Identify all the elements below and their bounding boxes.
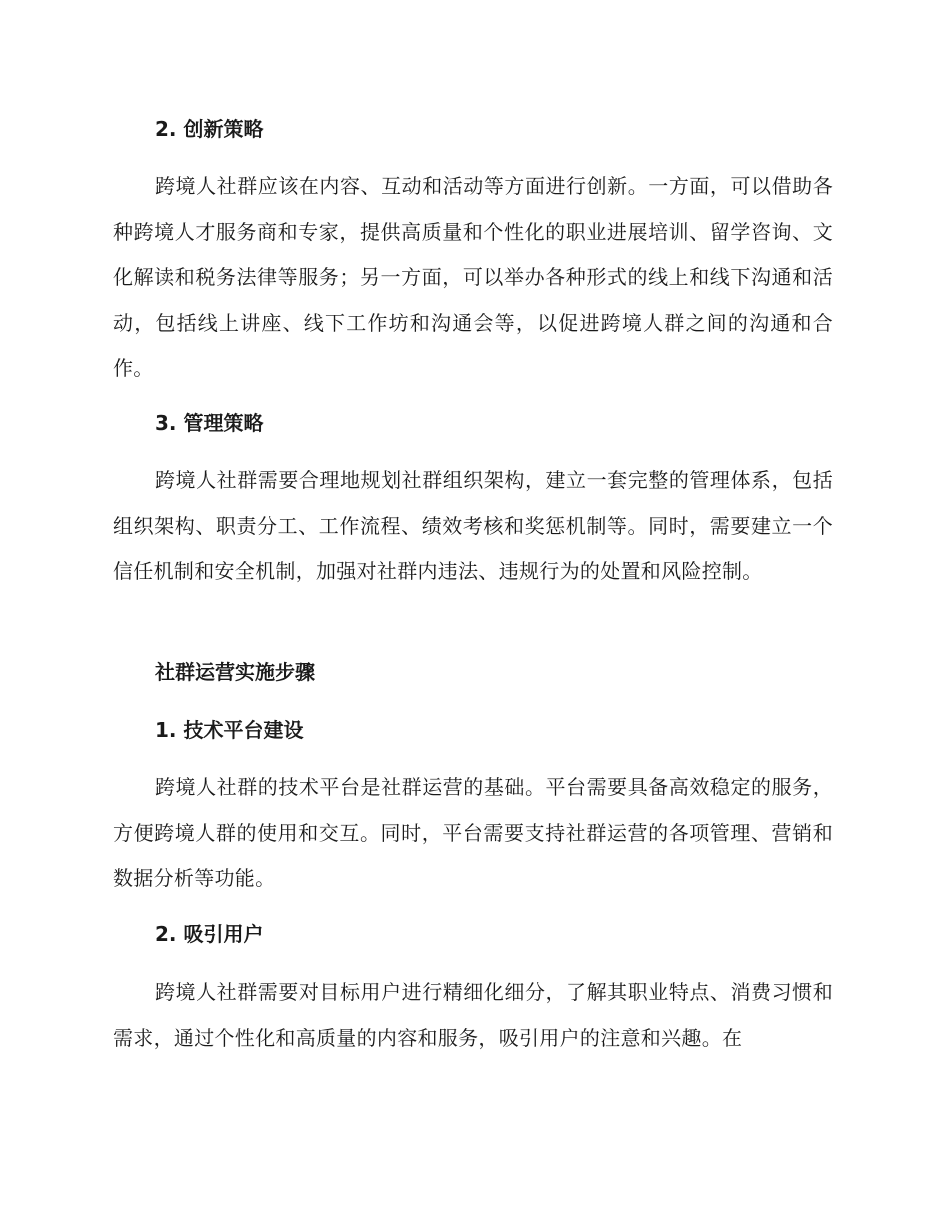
section-heading-attract-users: 2. 吸引用户	[155, 922, 264, 946]
section-heading-innovation-strategy: 2. 创新策略	[155, 117, 264, 141]
paragraph-innovation-strategy: 跨境人社群应该在内容、互动和活动等方面进行创新。一方面，可以借助各种跨境人才服务商和专家，提供高质量和个性化的职业进展培训、留学咨询、文化解读和税务法律等服务；另一方面，可以举办各种形式的线上和线下沟通和活动，包括线上讲座、线下工作坊和沟通会等，以促进跨境人群之间的沟通和合作。	[113, 174, 833, 380]
paragraph-attract-users: 跨境人社群需要对目标用户进行精细化细分，了解其职业特点、消费习惯和需求，通过个性化和高质量的内容和服务，吸引用户的注意和兴趣。在	[113, 980, 833, 1050]
paragraph-tech-platform: 跨境人社群的技术平台是社群运营的基础。平台需要具备高效稳定的服务，方便跨境人群的使用和交互。同时，平台需要支持社群运营的各项管理、营销和数据分析等功能。	[113, 775, 833, 890]
section-heading-tech-platform: 1. 技术平台建设	[155, 718, 304, 742]
paragraph-management-strategy: 跨境人社群需要合理地规划社群组织架构，建立一套完整的管理体系，包括组织架构、职责分工、工作流程、绩效考核和奖惩机制等。同时，需要建立一个信任机制和安全机制，加强对社群内违法、违规行为的处置和风险控制。	[113, 468, 833, 583]
section-heading-management-strategy: 3. 管理策略	[155, 411, 264, 435]
section-heading-implementation-steps: 社群运营实施步骤	[155, 660, 315, 684]
